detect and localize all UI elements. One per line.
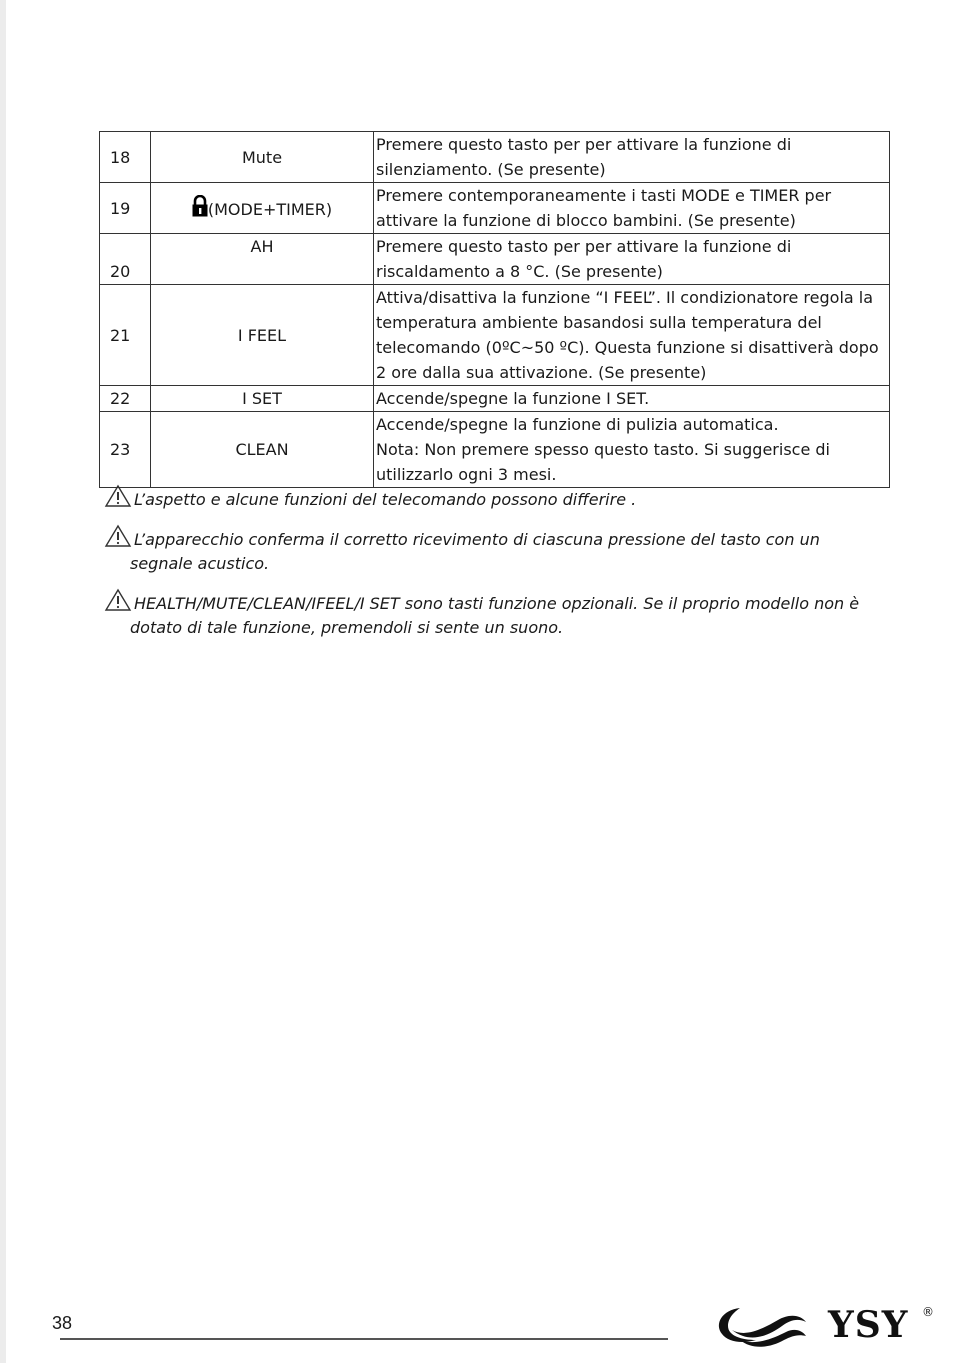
note-item	[104, 524, 904, 576]
desc-line: utilizzarlo ogni 3 mesi.	[376, 465, 557, 484]
warning-triangle-icon	[104, 524, 134, 548]
table-row	[100, 285, 890, 386]
key-description	[374, 132, 890, 183]
page-number: 38	[52, 1313, 73, 1333]
note-item	[104, 484, 904, 512]
row-number: 20	[100, 234, 151, 285]
note-text: L’apparecchio conferma il corretto ricevimento di ciascuna pressione del tasto con un	[134, 530, 820, 549]
table-row	[100, 183, 890, 234]
key-description	[374, 412, 890, 488]
key-name-cell	[151, 183, 374, 234]
desc-line: temperatura ambiente basandosi sulla temperatura del	[376, 313, 822, 332]
note-text-continued: dotato di tale funzione, premendoli si sente un suono.	[130, 618, 564, 637]
note-text: HEALTH/MUTE/CLEAN/IFEEL/I SET sono tasti funzione opzionali. Se il proprio modello non è	[134, 594, 860, 613]
table-row	[100, 412, 890, 488]
row-number: 19	[100, 183, 151, 234]
row-number: 23	[100, 412, 151, 488]
registered-mark: ®	[922, 1305, 934, 1319]
table-row	[100, 234, 890, 285]
warning-triangle-icon	[104, 588, 134, 612]
key-description	[374, 234, 890, 285]
note-text-continued: segnale acustico.	[130, 554, 270, 573]
desc-line: Attiva/disattiva la funzione “I FEEL”. Il condizionatore regola la	[376, 288, 874, 307]
key-name: CLEAN	[151, 412, 374, 488]
desc-line: telecomando (0ºC~50 ºC). Questa funzione si disattiverà dopo	[376, 338, 879, 357]
desc-line: riscaldamento a 8 °C. (Se presente)	[376, 262, 663, 281]
note-item	[104, 588, 904, 640]
page-edge	[0, 0, 6, 1363]
desc-line: Accende/spegne la funzione di pulizia automatica.	[376, 415, 779, 434]
notes-section	[104, 484, 904, 652]
key-name: AH	[151, 234, 374, 285]
row-number: 21	[100, 285, 151, 386]
key-name: I SET	[151, 386, 374, 412]
table-row	[100, 132, 890, 183]
desc-line: Nota: Non premere spesso questo tasto. Si suggerisce di	[376, 440, 830, 459]
key-name: Mute	[151, 132, 374, 183]
note-text: L’aspetto e alcune funzioni del telecomando possono differire .	[134, 490, 637, 509]
key-description	[374, 285, 890, 386]
desc-line: 2 ore dalla sua attivazione. (Se presente)	[376, 363, 707, 382]
desc-line: Premere contemporaneamente i tasti MODE e TIMER per	[376, 186, 832, 205]
key-name: (MODE+TIMER)	[207, 199, 333, 219]
row-number: 18	[100, 132, 151, 183]
desc-line: Premere questo tasto per per attivare la funzione di	[376, 135, 792, 154]
function-table	[99, 131, 890, 488]
key-description	[374, 183, 890, 234]
desc-line: attivare la funzione di blocco bambini. (Se presente)	[376, 211, 796, 230]
desc-line: Accende/spegne la funzione I SET.	[376, 389, 650, 408]
row-number: 22	[100, 386, 151, 412]
brand-name: YSY	[828, 1304, 909, 1346]
desc-line: silenziamento. (Se presente)	[376, 160, 606, 179]
lock-icon	[192, 195, 208, 217]
table-row	[100, 386, 890, 412]
warning-triangle-icon	[104, 484, 134, 508]
key-description	[374, 386, 890, 412]
desc-line: Premere questo tasto per per attivare la funzione di	[376, 237, 792, 256]
key-name: I FEEL	[151, 285, 374, 386]
footer-divider	[60, 1338, 668, 1340]
